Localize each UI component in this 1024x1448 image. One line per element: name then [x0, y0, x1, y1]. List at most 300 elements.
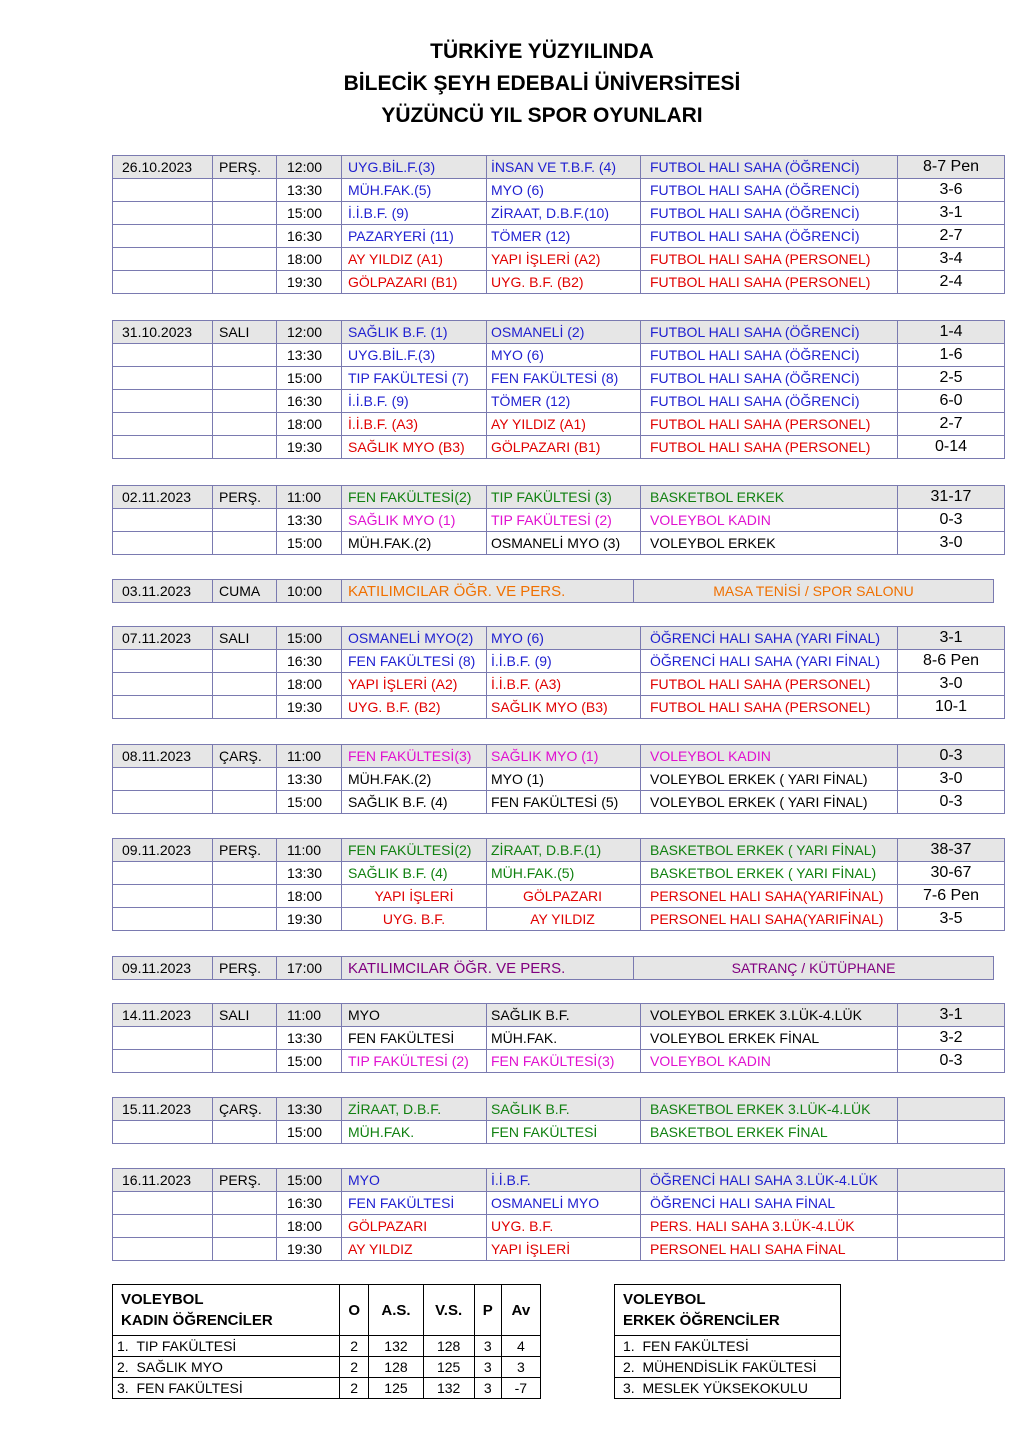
event-cell: PERS. HALI SAHA 3.LÜK-4.LÜK	[641, 1215, 898, 1238]
womens-title-line-2: KADIN ÖĞRENCİLER	[121, 1312, 273, 1329]
time-cell: 18:00	[277, 885, 342, 908]
event-cell: FUTBOL HALI SAHA (PERSONEL)	[641, 271, 898, 294]
event-cell: FUTBOL HALI SAHA (ÖĞRENCİ)	[641, 321, 898, 344]
team-a-cell: MYO	[342, 1004, 487, 1027]
schedule-block	[112, 1168, 1005, 1261]
score-cell	[898, 1169, 1005, 1192]
team-cell	[615, 1378, 841, 1399]
team-a-cell: UYG. B.F.	[342, 908, 487, 931]
day-cell: PERŞ.	[213, 156, 277, 179]
score-cell: 7-6 Pen	[898, 885, 1005, 908]
day-cell	[213, 885, 277, 908]
event-cell: VOLEYBOL KADIN	[641, 509, 898, 532]
team-a-cell: SAĞLIK B.F. (1)	[342, 321, 487, 344]
score-cell: 3-0	[898, 532, 1005, 555]
table-row	[113, 1050, 1005, 1073]
sets-lost-cell: 128	[423, 1336, 474, 1357]
date-cell: 09.11.2023	[113, 957, 213, 980]
points-cell: 3	[474, 1378, 501, 1399]
time-cell: 15:00	[277, 367, 342, 390]
average-cell: 3	[501, 1357, 540, 1378]
team-a-cell: TIP FAKÜLTESİ (2)	[342, 1050, 487, 1073]
table-row	[113, 390, 1005, 413]
time-cell: 19:30	[277, 1238, 342, 1261]
date-cell	[113, 908, 213, 931]
table-row	[113, 839, 1005, 862]
schedule-block	[112, 956, 994, 980]
day-cell	[213, 367, 277, 390]
day-cell	[213, 650, 277, 673]
womens-title-line-1: VOLEYBOL	[121, 1291, 204, 1308]
rank: 3.	[117, 1380, 129, 1396]
score-cell: 2-5	[898, 367, 1005, 390]
event-cell: FUTBOL HALI SAHA (PERSONEL)	[641, 436, 898, 459]
time-cell: 19:30	[277, 908, 342, 931]
womens-table-title	[113, 1285, 340, 1336]
team-b-cell: FEN FAKÜLTESİ	[487, 1121, 641, 1144]
team-a-cell: FEN FAKÜLTESİ (8)	[342, 650, 487, 673]
day-cell: PERŞ.	[213, 486, 277, 509]
score-cell: 3-0	[898, 768, 1005, 791]
table-row	[113, 745, 1005, 768]
day-cell	[213, 908, 277, 931]
event-cell: FUTBOL HALI SAHA (PERSONEL)	[641, 673, 898, 696]
mens-title-line-2: ERKEK ÖĞRENCİLER	[623, 1312, 780, 1329]
time-cell: 15:00	[277, 791, 342, 814]
table-row	[113, 1169, 1005, 1192]
score-cell	[898, 1238, 1005, 1261]
time-cell: 16:30	[277, 1192, 342, 1215]
day-cell	[213, 862, 277, 885]
time-cell: 15:00	[277, 202, 342, 225]
time-cell: 18:00	[277, 673, 342, 696]
team-a-cell: GÖLPAZARI	[342, 1215, 487, 1238]
team-b-cell: SAĞLIK B.F.	[487, 1098, 641, 1121]
table-row	[113, 791, 1005, 814]
date-cell	[113, 179, 213, 202]
event-cell: FUTBOL HALI SAHA (ÖĞRENCİ)	[641, 179, 898, 202]
day-cell	[213, 1192, 277, 1215]
event-cell: MASA TENİSİ / SPOR SALONU	[634, 580, 994, 603]
date-cell: 08.11.2023	[113, 745, 213, 768]
date-cell: 03.11.2023	[113, 580, 213, 603]
time-cell: 11:00	[277, 745, 342, 768]
team-b-cell: FEN FAKÜLTESİ (5)	[487, 791, 641, 814]
day-cell	[213, 390, 277, 413]
team-a-cell: FEN FAKÜLTESİ	[342, 1027, 487, 1050]
team-a-cell: MÜH.FAK.(2)	[342, 532, 487, 555]
event-cell: VOLEYBOL ERKEK	[641, 532, 898, 555]
event-cell: BASKETBOL ERKEK ( YARI FİNAL)	[641, 862, 898, 885]
event-cell: BASKETBOL ERKEK ( YARI FİNAL)	[641, 839, 898, 862]
date-cell: 16.11.2023	[113, 1169, 213, 1192]
score-cell	[898, 1121, 1005, 1144]
time-cell: 13:30	[277, 768, 342, 791]
date-cell	[113, 367, 213, 390]
score-cell: 3-5	[898, 908, 1005, 931]
team-name: MESLEK YÜKSEKOKULU	[642, 1380, 808, 1396]
team-a-cell: AY YILDIZ (A1)	[342, 248, 487, 271]
time-cell: 13:30	[277, 862, 342, 885]
team-b-cell: SAĞLIK MYO (1)	[487, 745, 641, 768]
table-row	[113, 1027, 1005, 1050]
time-cell: 18:00	[277, 1215, 342, 1238]
team-b-cell: MYO (6)	[487, 344, 641, 367]
time-cell: 15:00	[277, 1050, 342, 1073]
team-b-cell: GÖLPAZARI	[487, 885, 641, 908]
event-cell: FUTBOL HALI SAHA (PERSONEL)	[641, 696, 898, 719]
schedule-block	[112, 485, 1005, 555]
team-b-cell: YAPI İŞLERİ	[487, 1238, 641, 1261]
score-cell	[898, 1098, 1005, 1121]
team-a-cell: SAĞLIK B.F. (4)	[342, 791, 487, 814]
score-cell: 3-4	[898, 248, 1005, 271]
date-cell	[113, 225, 213, 248]
team-b-cell: FEN FAKÜLTESİ(3)	[487, 1050, 641, 1073]
date-cell	[113, 532, 213, 555]
team-a-cell: UYG.BİL.F.(3)	[342, 156, 487, 179]
womens-volleyball-standings	[112, 1284, 541, 1399]
average-cell: -7	[501, 1378, 540, 1399]
day-cell	[213, 344, 277, 367]
score-cell: 0-3	[898, 745, 1005, 768]
team-name: TIP FAKÜLTESİ	[136, 1338, 237, 1354]
team-a-cell: YAPI İŞLERİ (A2)	[342, 673, 487, 696]
time-cell: 15:00	[277, 1121, 342, 1144]
rank: 2.	[623, 1359, 635, 1375]
time-cell: 13:30	[277, 179, 342, 202]
day-cell	[213, 179, 277, 202]
time-cell: 19:30	[277, 436, 342, 459]
column-header: O	[340, 1285, 369, 1336]
team-cell	[615, 1357, 841, 1378]
team-cell	[615, 1336, 841, 1357]
score-cell	[898, 1215, 1005, 1238]
time-cell: 13:30	[277, 1027, 342, 1050]
date-cell	[113, 436, 213, 459]
column-header: Av	[501, 1285, 540, 1336]
team-b-cell: SAĞLIK B.F.	[487, 1004, 641, 1027]
event-cell: FUTBOL HALI SAHA (ÖĞRENCİ)	[641, 156, 898, 179]
table-row	[113, 1336, 541, 1357]
event-cell: FUTBOL HALI SAHA (ÖĞRENCİ)	[641, 225, 898, 248]
score-cell: 3-6	[898, 179, 1005, 202]
table-row	[113, 413, 1005, 436]
date-cell: 31.10.2023	[113, 321, 213, 344]
mens-title-line-1: VOLEYBOL	[623, 1291, 706, 1308]
time-cell: 11:00	[277, 1004, 342, 1027]
time-cell: 10:00	[277, 580, 342, 603]
date-cell: 02.11.2023	[113, 486, 213, 509]
score-cell: 3-1	[898, 627, 1005, 650]
team-b-cell: OSMANELİ MYO (3)	[487, 532, 641, 555]
date-cell	[113, 673, 213, 696]
event-cell: VOLEYBOL ERKEK FİNAL	[641, 1027, 898, 1050]
time-cell: 11:00	[277, 486, 342, 509]
day-cell	[213, 673, 277, 696]
day-cell: SALI	[213, 1004, 277, 1027]
table-row	[113, 650, 1005, 673]
table-row	[113, 1121, 1005, 1144]
event-cell: ÖĞRENCİ HALI SAHA FİNAL	[641, 1192, 898, 1215]
day-cell	[213, 1238, 277, 1261]
time-cell: 16:30	[277, 650, 342, 673]
event-cell: PERSONEL HALI SAHA(YARIFİNAL)	[641, 885, 898, 908]
table-row	[113, 436, 1005, 459]
sets-won-cell: 132	[369, 1336, 423, 1357]
team-b-cell: FEN FAKÜLTESİ (8)	[487, 367, 641, 390]
score-cell: 0-3	[898, 1050, 1005, 1073]
event-cell: FUTBOL HALI SAHA (ÖĞRENCİ)	[641, 367, 898, 390]
date-cell	[113, 390, 213, 413]
day-cell: SALI	[213, 627, 277, 650]
table-row	[113, 248, 1005, 271]
team-b-cell: MYO (6)	[487, 179, 641, 202]
team-name: FEN FAKÜLTESİ	[642, 1338, 749, 1354]
time-cell: 15:00	[277, 1169, 342, 1192]
schedule-block	[112, 579, 994, 603]
team-b-cell: İ.İ.B.F. (9)	[487, 650, 641, 673]
table-row	[113, 862, 1005, 885]
mens-table-title	[615, 1285, 841, 1336]
day-cell	[213, 1050, 277, 1073]
day-cell: CUMA	[213, 580, 277, 603]
time-cell: 12:00	[277, 321, 342, 344]
table-row	[113, 486, 1005, 509]
team-b-cell: OSMANELİ (2)	[487, 321, 641, 344]
team-b-cell: YAPI İŞLERİ (A2)	[487, 248, 641, 271]
table-row	[113, 532, 1005, 555]
day-cell	[213, 225, 277, 248]
date-cell	[113, 791, 213, 814]
schedule-block	[112, 1003, 1005, 1073]
score-cell: 3-0	[898, 673, 1005, 696]
time-cell: 15:00	[277, 627, 342, 650]
team-a-cell: İ.İ.B.F. (9)	[342, 202, 487, 225]
team-name: MÜHENDİSLİK FAKÜLTESİ	[642, 1359, 817, 1375]
event-cell: VOLEYBOL ERKEK ( YARI FİNAL)	[641, 768, 898, 791]
table-row	[113, 271, 1005, 294]
table-row	[113, 1238, 1005, 1261]
date-cell	[113, 271, 213, 294]
score-cell: 2-4	[898, 271, 1005, 294]
participants-cell: KATILIMCILAR ÖĞR. VE PERS.	[342, 957, 634, 980]
team-a-cell: YAPI İŞLERİ	[342, 885, 487, 908]
table-row	[113, 696, 1005, 719]
team-name: FEN FAKÜLTESİ	[136, 1380, 243, 1396]
date-cell: 14.11.2023	[113, 1004, 213, 1027]
team-a-cell: FEN FAKÜLTESİ(3)	[342, 745, 487, 768]
page-title	[0, 36, 1024, 132]
schedule-block	[112, 744, 1005, 814]
event-cell: FUTBOL HALI SAHA (ÖĞRENCİ)	[641, 344, 898, 367]
team-a-cell: FEN FAKÜLTESİ(2)	[342, 486, 487, 509]
schedule-block	[112, 626, 1005, 719]
team-a-cell: İ.İ.B.F. (9)	[342, 390, 487, 413]
event-cell: ÖĞRENCİ HALI SAHA 3.LÜK-4.LÜK	[641, 1169, 898, 1192]
table-row	[113, 768, 1005, 791]
date-cell	[113, 1050, 213, 1073]
table-row	[113, 1357, 541, 1378]
team-a-cell: FEN FAKÜLTESİ(2)	[342, 839, 487, 862]
team-b-cell: ZİRAAT, D.B.F.(1)	[487, 839, 641, 862]
team-a-cell: OSMANELİ MYO(2)	[342, 627, 487, 650]
time-cell: 19:30	[277, 271, 342, 294]
table-row	[113, 367, 1005, 390]
team-b-cell: İ.İ.B.F. (A3)	[487, 673, 641, 696]
time-cell: 19:30	[277, 696, 342, 719]
team-b-cell: GÖLPAZARI (B1)	[487, 436, 641, 459]
points-cell: 3	[474, 1336, 501, 1357]
date-cell	[113, 696, 213, 719]
score-cell: 3-1	[898, 202, 1005, 225]
date-cell	[113, 1192, 213, 1215]
sets-lost-cell: 125	[423, 1357, 474, 1378]
score-cell: 8-6 Pen	[898, 650, 1005, 673]
score-cell: 0-3	[898, 509, 1005, 532]
table-row	[113, 344, 1005, 367]
sets-lost-cell: 132	[423, 1378, 474, 1399]
event-cell: ÖĞRENCİ HALI SAHA (YARI FİNAL)	[641, 627, 898, 650]
day-cell	[213, 696, 277, 719]
schedule-block	[112, 1097, 1005, 1144]
team-b-cell: TIP FAKÜLTESİ (2)	[487, 509, 641, 532]
title-line-3: YÜZÜNCÜ YIL SPOR OYUNLARI	[381, 104, 703, 127]
event-cell: BASKETBOL ERKEK FİNAL	[641, 1121, 898, 1144]
team-b-cell: SAĞLIK MYO (B3)	[487, 696, 641, 719]
time-cell: 11:00	[277, 839, 342, 862]
table-row	[113, 673, 1005, 696]
date-cell	[113, 202, 213, 225]
team-b-cell: AY YILDIZ	[487, 908, 641, 931]
date-cell	[113, 650, 213, 673]
team-a-cell: UYG.BİL.F.(3)	[342, 344, 487, 367]
team-a-cell: İ.İ.B.F. (A3)	[342, 413, 487, 436]
table-row	[113, 1378, 541, 1399]
date-cell	[113, 1238, 213, 1261]
event-cell: FUTBOL HALI SAHA (ÖĞRENCİ)	[641, 202, 898, 225]
table-row	[615, 1357, 841, 1378]
schedule-block	[112, 155, 1005, 294]
title-line-1: TÜRKİYE YÜZYILINDA	[430, 40, 654, 63]
date-cell	[113, 1121, 213, 1144]
table-row	[615, 1336, 841, 1357]
day-cell	[213, 768, 277, 791]
table-row	[113, 1098, 1005, 1121]
date-cell: 07.11.2023	[113, 627, 213, 650]
day-cell: ÇARŞ.	[213, 1098, 277, 1121]
rank: 1.	[623, 1338, 635, 1354]
day-cell	[213, 532, 277, 555]
event-cell: PERSONEL HALI SAHA(YARIFİNAL)	[641, 908, 898, 931]
table-row	[113, 957, 994, 980]
title-line-2: BİLECİK ŞEYH EDEBALİ ÜNİVERSİTESİ	[343, 72, 741, 95]
games-cell: 2	[340, 1378, 369, 1399]
table-row	[615, 1378, 841, 1399]
day-cell: PERŞ.	[213, 957, 277, 980]
team-b-cell: TÖMER (12)	[487, 390, 641, 413]
date-cell	[113, 768, 213, 791]
table-row	[113, 179, 1005, 202]
rank: 3.	[623, 1380, 635, 1396]
date-cell	[113, 344, 213, 367]
points-cell: 3	[474, 1357, 501, 1378]
team-b-cell: OSMANELİ MYO	[487, 1192, 641, 1215]
time-cell: 13:30	[277, 344, 342, 367]
score-cell: 3-2	[898, 1027, 1005, 1050]
day-cell: PERŞ.	[213, 839, 277, 862]
event-cell: SATRANÇ / KÜTÜPHANE	[634, 957, 994, 980]
date-cell: 09.11.2023	[113, 839, 213, 862]
games-cell: 2	[340, 1336, 369, 1357]
table-row	[113, 627, 1005, 650]
table-row	[113, 225, 1005, 248]
score-cell: 10-1	[898, 696, 1005, 719]
day-cell: PERŞ.	[213, 1169, 277, 1192]
date-cell	[113, 1215, 213, 1238]
score-cell: 1-6	[898, 344, 1005, 367]
sets-won-cell: 125	[369, 1378, 423, 1399]
score-cell: 30-67	[898, 862, 1005, 885]
rank: 1.	[117, 1338, 129, 1354]
team-b-cell: TIP FAKÜLTESİ (3)	[487, 486, 641, 509]
team-a-cell: MYO	[342, 1169, 487, 1192]
date-cell	[113, 248, 213, 271]
team-cell	[113, 1378, 340, 1399]
team-a-cell: MÜH.FAK.(2)	[342, 768, 487, 791]
day-cell	[213, 271, 277, 294]
schedule-block	[112, 838, 1005, 931]
day-cell	[213, 791, 277, 814]
score-cell: 1-4	[898, 321, 1005, 344]
event-cell: VOLEYBOL ERKEK 3.LÜK-4.LÜK	[641, 1004, 898, 1027]
event-cell: BASKETBOL ERKEK 3.LÜK-4.LÜK	[641, 1098, 898, 1121]
time-cell: 18:00	[277, 248, 342, 271]
day-cell	[213, 248, 277, 271]
event-cell: FUTBOL HALI SAHA (ÖĞRENCİ)	[641, 390, 898, 413]
column-header: V.S.	[423, 1285, 474, 1336]
date-cell	[113, 413, 213, 436]
team-b-cell: MÜH.FAK.	[487, 1027, 641, 1050]
table-row	[113, 509, 1005, 532]
score-cell: 0-14	[898, 436, 1005, 459]
mens-volleyball-standings	[614, 1284, 841, 1399]
team-a-cell: UYG. B.F. (B2)	[342, 696, 487, 719]
schedule-block	[112, 320, 1005, 459]
team-a-cell: ZİRAAT, D.B.F.	[342, 1098, 487, 1121]
team-b-cell: İ.İ.B.F.	[487, 1169, 641, 1192]
date-cell: 15.11.2023	[113, 1098, 213, 1121]
rank: 2.	[117, 1359, 129, 1375]
average-cell: 4	[501, 1336, 540, 1357]
day-cell	[213, 1027, 277, 1050]
date-cell	[113, 509, 213, 532]
table-row	[113, 1215, 1005, 1238]
time-cell: 17:00	[277, 957, 342, 980]
team-cell	[113, 1357, 340, 1378]
day-cell	[213, 509, 277, 532]
table-row	[113, 202, 1005, 225]
team-b-cell: UYG. B.F.	[487, 1215, 641, 1238]
team-a-cell: MÜH.FAK.(5)	[342, 179, 487, 202]
team-cell	[113, 1336, 340, 1357]
day-cell	[213, 413, 277, 436]
event-cell: FUTBOL HALI SAHA (PERSONEL)	[641, 248, 898, 271]
table-row	[113, 321, 1005, 344]
team-b-cell: UYG. B.F. (B2)	[487, 271, 641, 294]
event-cell: VOLEYBOL KADIN	[641, 1050, 898, 1073]
team-a-cell: MÜH.FAK.	[342, 1121, 487, 1144]
